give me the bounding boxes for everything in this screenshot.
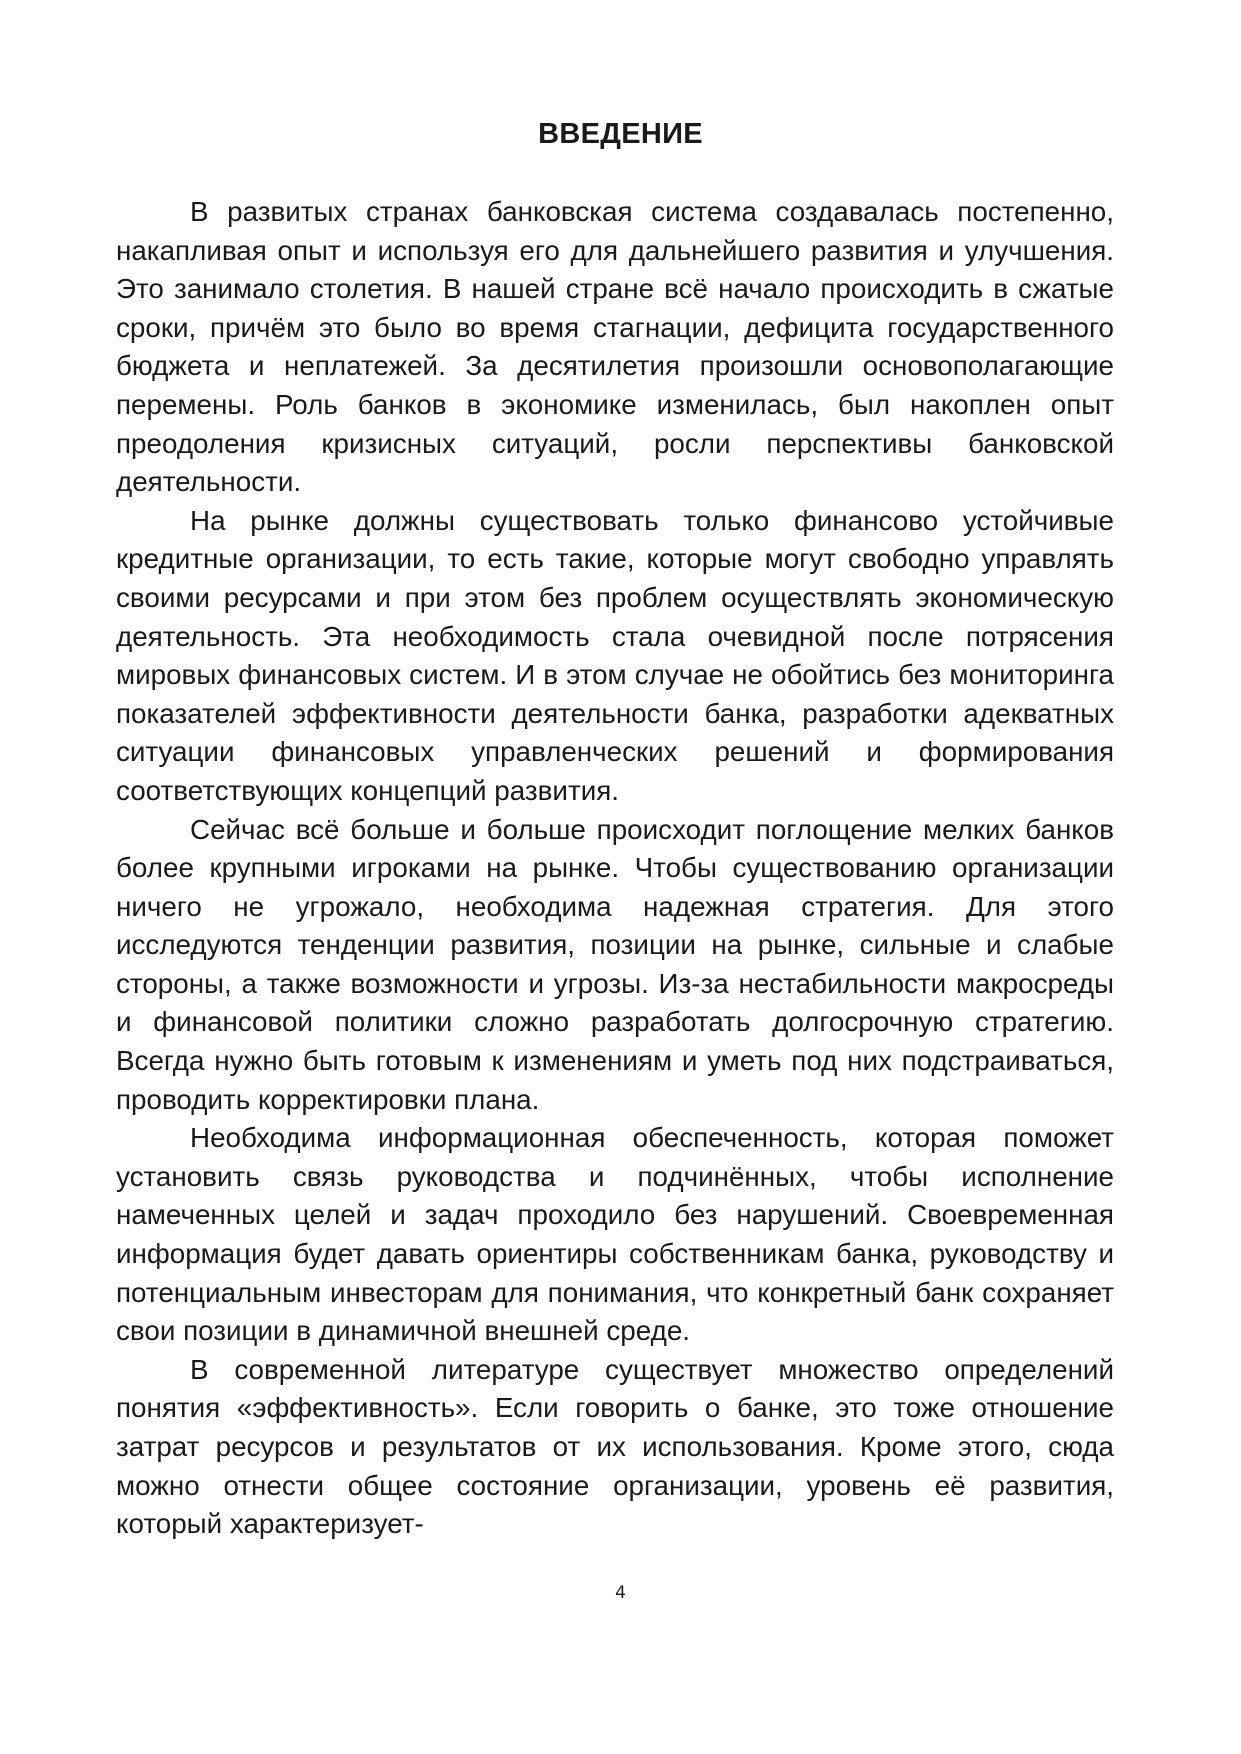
paragraph-3: Сейчас всё больше и больше происходит поглощение мелких банков более крупными игроками на рынке. Чтобы существованию организации ничего не угрожало, необходима надежная стратегия. Для этого исследуются тенденции развития, позиции на рынке, сильные и слабые стороны, а также возможности и угрозы. Из-за нестабильности макросреды и финансовой политики сложно разработать долгосрочную стратегию. Всегда нужно быть готовым к изменениям и уметь под них подстраиваться, проводить корректировки плана. [116,813,1114,1115]
paragraph-5: В современной литературе существует множество определений понятия «эффективность». Если говорить о банке, это тоже отношение затрат ресурсов и результатов от их использования. Кроме этого, сюда можно отнести общее состояние организации, уровень её развития, который характеризует- [116,1353,1114,1540]
paragraph-4: Необходима информационная обеспеченность, которая поможет установить связь руководства и подчинённых, чтобы исполнение намеченных целей и задач проходило без нарушений. Своевременная информация будет давать ориентиры собственникам банка, руководству и потенциальным инвесторам для понимания, что конкретный банк сохраняет свои позиции в динамичной внешней среде. [116,1122,1114,1347]
body-text [116,193,1114,1544]
page-number: 4 [615,1583,626,1603]
paragraph-2: На рынке должны существовать только финансово устойчивые кредитные организации, то есть такие, которые могут свободно управлять своими ресурсами и при этом без проблем осуществлять экономическую деятельность. Эта необходимость стала очевидной после потрясения мировых финансовых систем. И в этом случае не обойтись без мониторинга показателей эффективности деятельности банка, разработки адекватных ситуации финансовых управленческих решений и формирования соответствующих концепций развития. [116,504,1114,806]
paragraph-1: В развитых странах банковская система создавалась постепенно, накапливая опыт и используя его для дальнейшего развития и улучшения. Это занимало столетия. В нашей стране всё начало происходить в сжатые сроки, причём это было во время стагнации, дефицита государственного бюджета и неплатежей. За десятилетия произошли основополагающие перемены. Роль банков в экономике изменилась, был накоплен опыт преодоления кризисных ситуаций, росли перспективы банковской деятельности. [116,196,1114,498]
page-title: ВВЕДЕНИЕ [538,118,703,150]
